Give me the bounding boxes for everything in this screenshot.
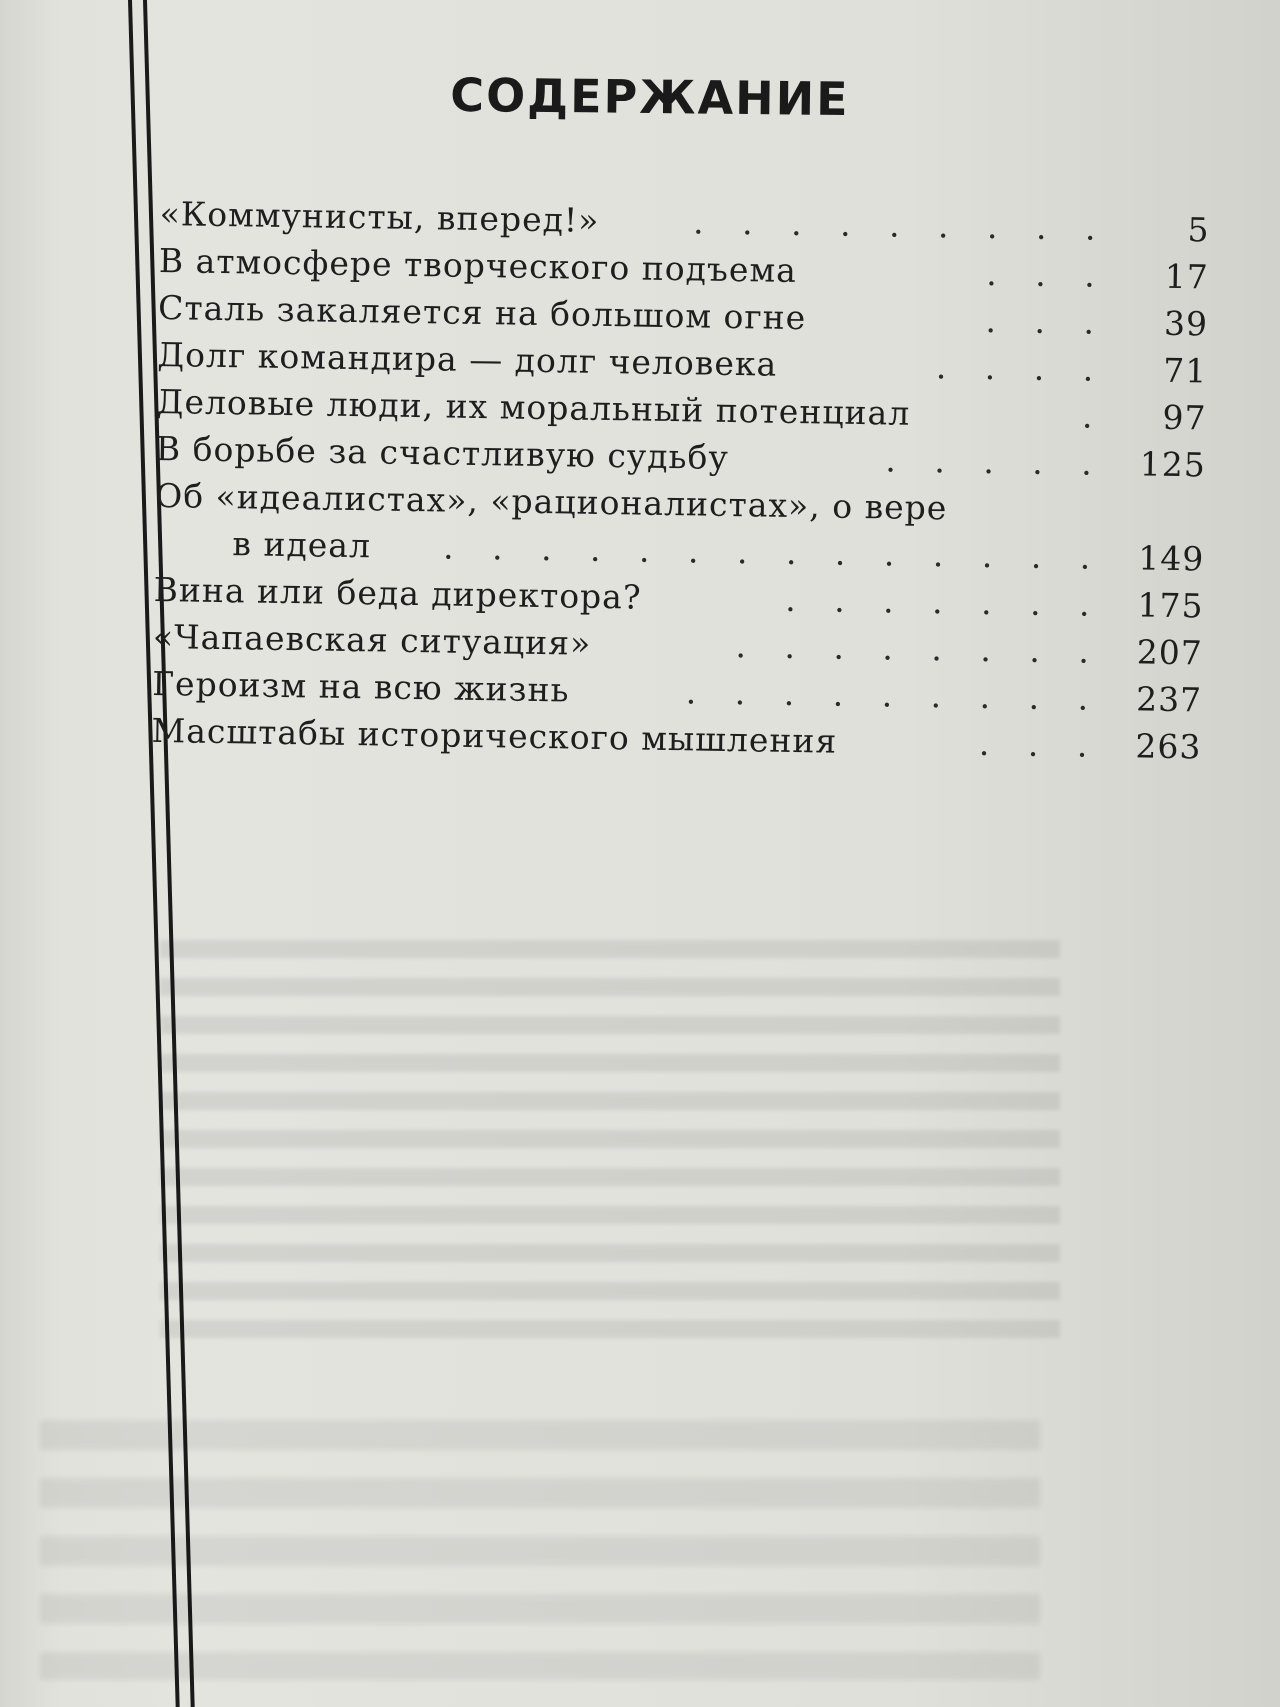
bleed-through-text-lower <box>40 1420 1040 1680</box>
toc-leader-dots: . . . . . . . . <box>735 626 1104 671</box>
toc-leader-dots: . . . . . <box>885 440 1107 483</box>
toc-leader-dots: . . . . . . . <box>784 579 1104 624</box>
toc-entry-title: Сталь закаляется на большом огне <box>157 287 807 338</box>
toc-leader-dots: . . . <box>978 723 1102 765</box>
toc-entry-title: Долг командира — долг человека <box>157 334 778 384</box>
toc-page-number: 39 <box>1163 303 1209 344</box>
toc-entry-title-continuation: в идеал <box>232 524 372 566</box>
toc-leader-dots: . . . . . . . . . . . . . . <box>442 527 1105 577</box>
toc-leader-dots: . . . <box>986 253 1110 295</box>
toc-entry-title: «Коммунисты, вперед!» <box>159 193 600 240</box>
toc-entry-title: Героизм на всю жизнь <box>151 663 570 710</box>
toc-page-number: 17 <box>1164 256 1210 297</box>
toc-entry-title: Масштабы исторического мышления <box>151 710 838 761</box>
toc-page-number: 207 <box>1136 632 1204 673</box>
toc-entry-title: Деловые люди, их моральный потенциал <box>156 381 911 433</box>
toc-page-number: 149 <box>1138 538 1205 579</box>
toc-page-number: 125 <box>1139 444 1207 485</box>
toc-page-number: 263 <box>1135 726 1202 767</box>
toc-entry-title: Вина или беда директора? <box>153 569 642 617</box>
toc-page-number: 97 <box>1162 397 1207 438</box>
toc-entry-title: В борьбе за счастливую судьбу <box>155 428 730 477</box>
toc-page-number: 175 <box>1137 585 1204 626</box>
toc-entry-title: В атмосфере творческого подъема <box>158 240 798 291</box>
toc-leader-dots: . . . . . . . . . <box>692 202 1110 248</box>
toc-leader-dots: . . . . . . . . . <box>685 672 1103 718</box>
toc-entry-title: «Чапаевская ситуация» <box>152 616 592 663</box>
toc-page-number: 5 <box>1187 210 1210 250</box>
toc-entry <box>154 472 1205 582</box>
page-title: СОДЕРЖАНИЕ <box>450 67 850 127</box>
toc-leader-dots: . <box>1081 396 1107 436</box>
toc-leader-dots: . . . <box>985 300 1109 342</box>
toc-leader-dots: . . . . <box>935 347 1108 389</box>
table-of-contents <box>151 190 1210 770</box>
toc-entry-title: Об «идеалистах», «рационалистах», о вере <box>154 475 948 528</box>
toc-page-number: 71 <box>1162 350 1208 391</box>
bleed-through-text <box>160 940 1060 1340</box>
toc-page-number: 237 <box>1135 679 1203 720</box>
